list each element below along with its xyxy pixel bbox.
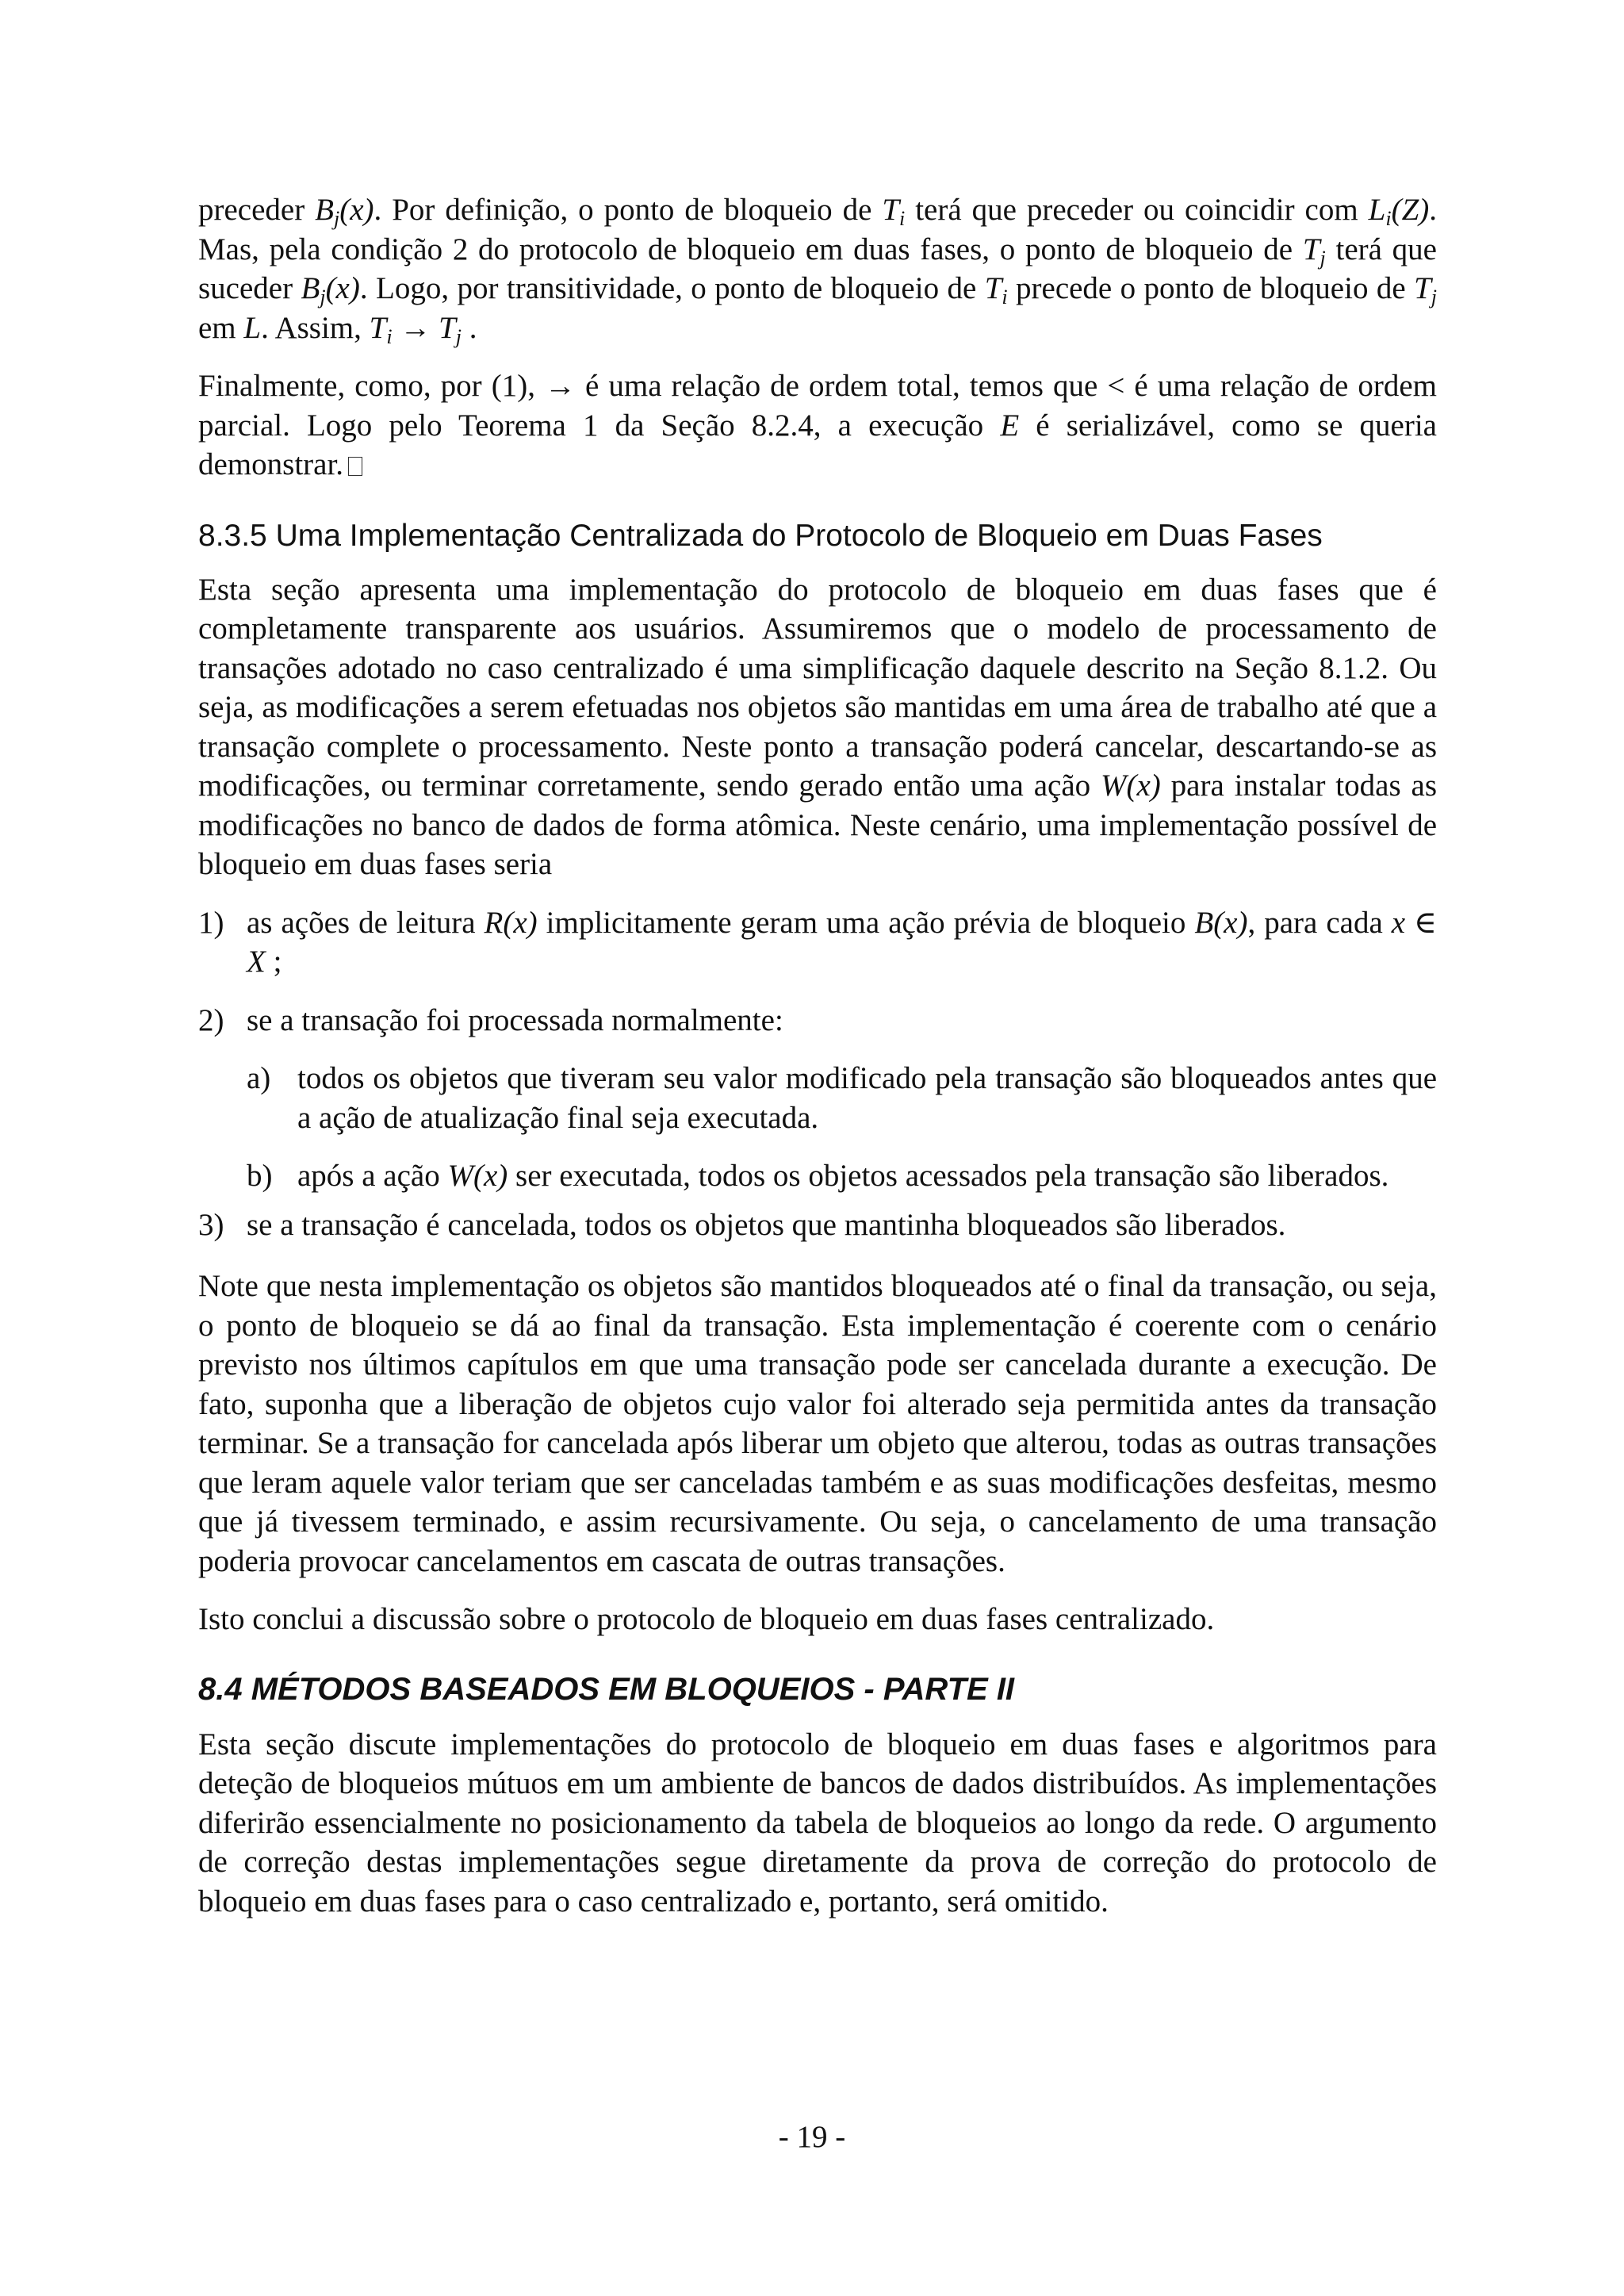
- list-subitem-a: a) todos os objetos que tiveram seu valor modificado pela transação são bloqueados antes que a ação de atualização final seja executada.: [198, 1059, 1437, 1137]
- list-subitem-letter: b): [247, 1159, 273, 1193]
- note-paragraph: Note que nesta implementação os objetos são mantidos bloqueados até o final da transação, ou seja, o ponto de bloqueio se dá ao final da transação. Esta implementação é coerente com o cenário previsto nos últimos capítulos em que uma transação pode ser cancelada durante a execução. De fato, suponha que a liberação de objetos cujo valor foi alterado seja permitida antes da transação terminar. Se a transação for cancelada após liberar um objeto que alterou, todas as outras transações que leram aquele valor teriam que ser canceladas também e as suas modificações desfeitas, mesmo que já tivessem terminado, e assim recursivamente. Ou seja, o cancelamento de uma transação poderia provocar cancelamentos em cascata de outras transações.: [198, 1269, 1437, 1578]
- list-item-2: 2) se a transação foi processada normalmente:: [198, 1001, 1437, 1041]
- list-item-number: 3): [198, 1207, 224, 1242]
- conclusion-paragraph: Isto conclui a discussão sobre o protocolo de bloqueio em duas fases centralizado.: [198, 1602, 1215, 1636]
- proof-conclusion-paragraph: Finalmente, como, por (1), → é uma relação de ordem total, temos que < é uma relação de ordem parcial. Logo pelo Teorema 1 da Seção 8.2.4, a execução E é serializável, como se queria demonstrar.: [198, 369, 1437, 481]
- list-item-3: 3) se a transação é cancelada, todos os objetos que mantinha bloqueados são liberados.: [198, 1205, 1437, 1245]
- list-subitem-b: b) após a ação W(x) ser executada, todos os objetos acessados pela transação são liberados.: [198, 1156, 1437, 1196]
- proof-continuation-paragraph: preceder $B_j(x)$. Por definição, o ponto de bloqueio de $T_i$ terá que preceder ou coincidir com $L_i(Z)$. Mas, pela condição 2 do protocolo de bloqueio em duas fases, o ponto de bloqueio de $T_j$ terá que suceder $B_j(x)$. Logo, por transitividade, o ponto de bloqueio de $T_i$ precede o ponto de bloqueio de $T_j$ em L. Assim, $T_i \to T_j$ .: [198, 193, 1437, 348]
- section-intro-paragraph: Esta seção apresenta uma implementação do protocolo de bloqueio em duas fases que é completamente transparente aos usuários. Assumiremos que o modelo de processamento de transações adotado no caso centralizado é uma simplificação daquele descrito na Seção 8.1.2. Ou seja, as modificações a serem efetuadas nos objetos são mantidas em uma área de trabalho até que a transação complete o processamento. Neste ponto a transação poderá cancelar, descartando-se as modificações, ou terminar corretamente, sendo gerado então uma ação W(x) para instalar todas as modificações no banco de dados de forma atômica. Neste cenário, uma implementação possível de bloqueio em duas fases seria: [198, 572, 1437, 881]
- section-heading-8-4: 8.4 MÉTODOS BASEADOS EM BLOQUEIOS - PARTE II: [198, 1671, 1015, 1707]
- section-heading-8-3-5: 8.3.5 Uma Implementação Centralizada do Protocolo de Bloqueio em Duas Fases: [198, 518, 1323, 553]
- list-item-number: 2): [198, 1002, 224, 1037]
- list-item-1: 1) as ações de leitura R(x) implicitamente geram uma ação prévia de bloqueio B(x), para cada x ∈ X ;: [198, 903, 1437, 982]
- qed-box-icon: [348, 457, 362, 476]
- list-item-number: 1): [198, 905, 224, 940]
- page-body: [198, 190, 1437, 1921]
- page-number: - 19 -: [778, 2120, 846, 2154]
- list-subitem-letter: a): [247, 1061, 271, 1095]
- section-8-4-intro-paragraph: Esta seção discute implementações do protocolo de bloqueio em duas fases e algoritmos para deteção de bloqueios mútuos em um ambiente de bancos de dados distribuídos. As implementações diferirão essencialmente no posicionamento da tabela de bloqueios ao longo da rede. O argumento de correção destas implementações segue diretamente da prova de correção do protocolo de bloqueio em duas fases para o caso centralizado e, portanto, será omitido.: [198, 1727, 1437, 1918]
